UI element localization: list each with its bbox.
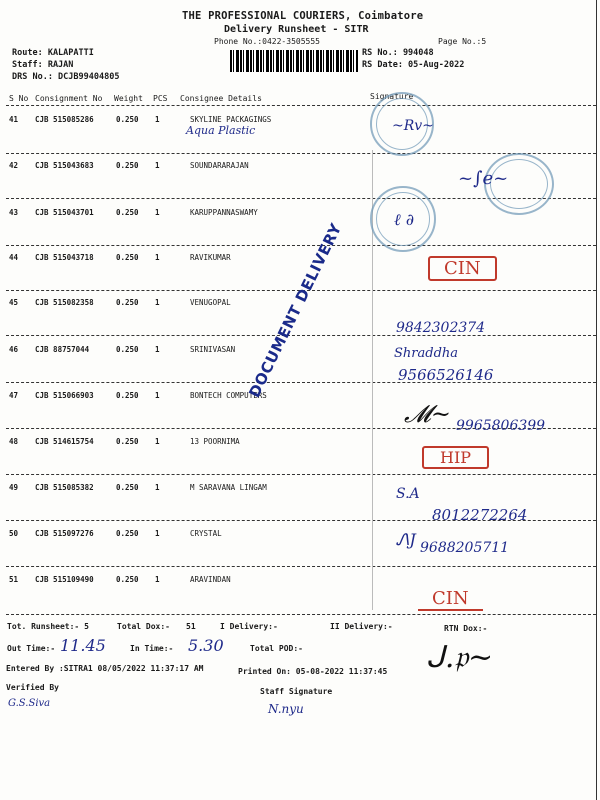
row-sno: 41	[9, 115, 19, 124]
staff-signature: N.nyu	[268, 702, 304, 716]
out-time-label: Out Time:-	[7, 644, 56, 653]
route: Route: KALAPATTI	[12, 48, 94, 58]
row-consignment: CJB 515082358	[35, 298, 94, 307]
sheet-title: Delivery Runsheet - SITR	[224, 24, 369, 35]
handwritten-name: Shraddha	[394, 346, 459, 361]
row-consignee: KARUPPANNASWAMY	[190, 208, 258, 217]
signature-scribble: S.A	[396, 486, 420, 502]
row-sno: 46	[9, 345, 19, 354]
row-consignment: CJB 515109490	[35, 575, 94, 584]
handwritten-phone: 9566526146	[398, 366, 494, 384]
col-pcs: PCS	[153, 94, 168, 103]
entered-by: Entered By :SITRA1 08/05/2022 11:37:17 AM	[6, 664, 204, 673]
row-pcs: 1	[155, 391, 160, 400]
row-sno: 49	[9, 483, 19, 492]
row-consignee: SKYLINE PACKAGINGS	[190, 115, 272, 124]
row-sno: 50	[9, 529, 19, 538]
row-pcs: 1	[155, 253, 160, 262]
in-time-label: In Time:-	[130, 644, 174, 653]
row-consignee: 13 POORNIMA	[190, 437, 240, 446]
row-divider	[6, 245, 596, 246]
document-delivery-stamp: DOCUMENT DELIVERY	[245, 220, 346, 401]
row-consignee: VENUGOPAL	[190, 298, 231, 307]
row-weight: 0.250	[116, 298, 139, 307]
row-pcs: 1	[155, 161, 160, 170]
printed-on: Printed On: 05-08-2022 11:37:45	[238, 667, 388, 676]
row-weight: 0.250	[116, 161, 139, 170]
row-consignment: CJB 515085286	[35, 115, 94, 124]
total-dox-value: 51	[186, 622, 196, 631]
row-consignee: SRINIVASAN	[190, 345, 236, 354]
row-weight: 0.250	[116, 437, 139, 446]
handwritten-phone: 9965806399	[456, 418, 546, 434]
barcode	[230, 50, 358, 72]
row-consignment: CJB 515097276	[35, 529, 94, 538]
page-number: Page No.:5	[438, 37, 487, 46]
row-divider	[6, 566, 596, 567]
company-name: THE PROFESSIONAL COURIERS, Coimbatore	[182, 10, 424, 22]
handwritten-mark: CIN	[418, 588, 483, 611]
total-dox-label: Total Dox:-	[117, 622, 170, 631]
row-consignment: CJB 514615754	[35, 437, 94, 446]
row-divider	[6, 614, 596, 615]
row-consignment: CJB 515043718	[35, 253, 94, 262]
row-weight: 0.250	[116, 529, 139, 538]
row-pcs: 1	[155, 437, 160, 446]
row-pcs: 1	[155, 529, 160, 538]
row-weight: 0.250	[116, 253, 139, 262]
row-pcs: 1	[155, 345, 160, 354]
row-weight: 0.250	[116, 115, 139, 124]
row-sno: 45	[9, 298, 19, 307]
row-pcs: 1	[155, 115, 160, 124]
tot-runsheet: Tot. Runsheet:- 5	[7, 622, 89, 631]
in-time-value: 5.30	[188, 636, 224, 655]
row-consignment: CJB 515085382	[35, 483, 94, 492]
row-consignment: CJB 88757044	[35, 345, 90, 354]
signature-scribble: ᒍ.𝔭~	[426, 640, 494, 675]
row-sno: 44	[9, 253, 19, 262]
row-consignment: CJB 515043701	[35, 208, 94, 217]
row-sno: 47	[9, 391, 19, 400]
handwritten-mark: HIP	[422, 446, 489, 469]
row-weight: 0.250	[116, 575, 139, 584]
row-consignee: M SARAVANA LINGAM	[190, 483, 267, 492]
out-time-value: 11.45	[60, 636, 106, 655]
row-pcs: 1	[155, 575, 160, 584]
row-sno: 43	[9, 208, 19, 217]
handwritten-phone: 9688205711	[420, 540, 510, 556]
handwritten-phone: 9842302374	[396, 320, 486, 336]
col-consignee: Consignee Details	[180, 94, 262, 103]
row-weight: 0.250	[116, 345, 139, 354]
row-sno: 48	[9, 437, 19, 446]
row-consignee: SOUNDARARAJAN	[190, 161, 249, 170]
col-consignment: Consignment No	[35, 94, 103, 103]
row-pcs: 1	[155, 298, 160, 307]
staff: Staff: RAJAN	[12, 60, 74, 70]
verified-signature: G.S.Siva	[8, 698, 51, 709]
rtn-dox: RTN Dox:-	[444, 624, 488, 633]
handwritten-note: Aqua Plastic	[186, 124, 256, 137]
handwritten-phone: 8012272264	[432, 506, 528, 524]
header-divider	[6, 105, 596, 106]
handwritten-mark: CIN	[428, 256, 497, 281]
signature-scribble: ~Rv~	[392, 118, 434, 134]
signature-scribble: 𝓜~	[404, 400, 451, 428]
row-consignment: CJB 515066903	[35, 391, 94, 400]
ii-delivery: II Delivery:-	[330, 622, 393, 631]
row-divider	[6, 335, 596, 336]
phone-number: Phone No.:0422-3505555	[214, 37, 320, 46]
signature-scribble: ~∫e~	[458, 168, 509, 189]
staff-signature-label: Staff Signature	[260, 687, 333, 696]
total-pod: Total POD:-	[250, 644, 303, 653]
col-sno: S No	[9, 94, 29, 103]
row-pcs: 1	[155, 208, 160, 217]
signature-scribble: ᏁJ	[396, 530, 416, 549]
signature-scribble: ℓ ∂	[394, 210, 415, 229]
row-weight: 0.250	[116, 391, 139, 400]
col-weight: Weight	[114, 94, 143, 103]
row-sno: 51	[9, 575, 19, 584]
row-consignee: ARAVINDAN	[190, 575, 231, 584]
row-weight: 0.250	[116, 208, 139, 217]
row-sno: 42	[9, 161, 19, 170]
col-signature: Signature	[370, 92, 414, 101]
row-consignee: CRYSTAL	[190, 529, 222, 538]
row-weight: 0.250	[116, 483, 139, 492]
rs-number: RS No.: 994048	[362, 48, 434, 58]
row-pcs: 1	[155, 483, 160, 492]
page-edge-line	[596, 0, 597, 800]
verified-by: Verified By	[6, 683, 59, 692]
row-divider	[6, 474, 596, 475]
row-consignee: BONTECH COMPUTERS	[190, 391, 267, 400]
row-consignee: RAVIKUMAR	[190, 253, 231, 262]
drs-number: DRS No.: DCJB99404805	[12, 72, 120, 82]
row-consignment: CJB 515043683	[35, 161, 94, 170]
i-delivery: I Delivery:-	[220, 622, 278, 631]
row-divider	[6, 382, 596, 383]
rs-date: RS Date: 05-Aug-2022	[362, 60, 465, 70]
